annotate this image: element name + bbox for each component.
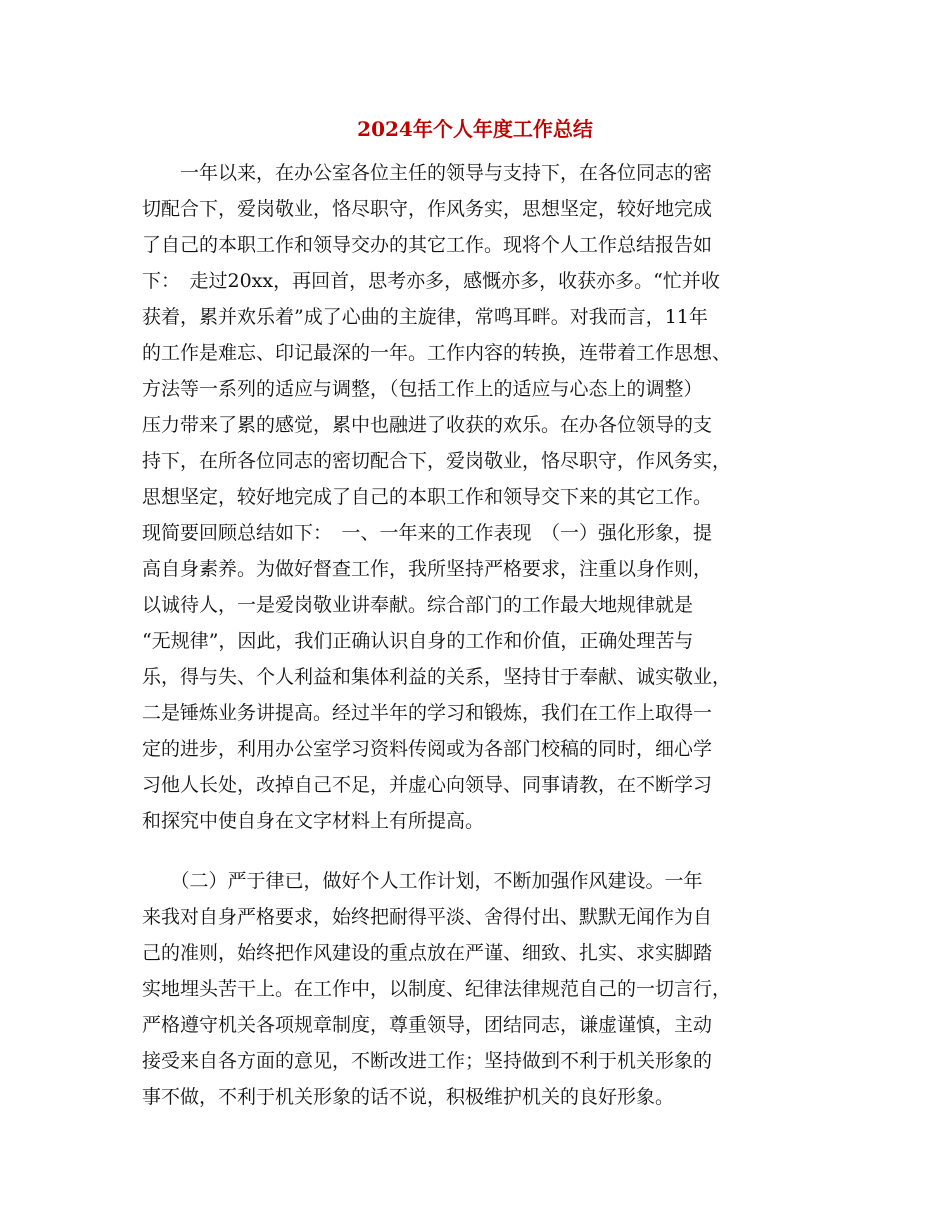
body-line: 持下，在所各位同志的密切配合下，爱岗敬业，恪尽职守，作风务实， xyxy=(142,450,732,472)
body-line: （二）严于律已，做好个人工作计划，不断加强作风建设。一年 xyxy=(142,870,703,892)
body-line: 乐，得与失、个人利益和集体利益的关系，坚持甘于奉献、诚实敬业， xyxy=(142,666,732,688)
body-line: 己的准则，始终把作风建设的重点放在严谨、细致、扎实、求实脚踏 xyxy=(142,942,713,964)
body-line: 现简要回顾总结如下： 一、一年来的工作表现 （一）强化形象，提 xyxy=(142,522,713,544)
body-line: 了自己的本职工作和领导交办的其它工作。现将个人工作总结报告如 xyxy=(142,234,713,256)
document-title: 2024年个人年度工作总结 xyxy=(357,117,593,141)
body-line: 思想坚定，较好地完成了自己的本职工作和领导交下来的其它工作。 xyxy=(142,486,713,508)
body-line: 压力带来了累的感觉，累中也融进了收获的欢乐。在办各位领导的支 xyxy=(142,414,713,436)
body-line: 一年以来，在办公室各位主任的领导与支持下，在各位同志的密 xyxy=(142,162,713,184)
body-line: 来我对自身严格要求，始终把耐得平淡、舍得付出、默默无闻作为自 xyxy=(142,906,713,928)
body-line: 习他人长处，改掉自己不足，并虚心向领导、同事请教，在不断学习 xyxy=(142,774,713,796)
body-line: 接受来自各方面的意见，不断改进工作；坚持做到不利于机关形象的 xyxy=(142,1050,713,1072)
body-line: 高自身素养。为做好督查工作，我所坚持严格要求，注重以身作则， xyxy=(142,558,713,580)
body-line: “无规律”，因此，我们正确认识自身的工作和价值，正确处理苦与 xyxy=(142,630,694,652)
body-line: 严格遵守机关各项规章制度，尊重领导，团结同志，谦虚谨慎，主动 xyxy=(142,1014,713,1036)
body-line: 事不做，不利于机关形象的话不说，积极维护机关的良好形象。 xyxy=(142,1086,675,1108)
body-line: 定的进步，利用办公室学习资料传阅或为各部门校稿的同时，细心学 xyxy=(142,738,713,760)
body-line: 获着，累并欢乐着”成了心曲的主旋律，常鸣耳畔。对我而言，11年 xyxy=(142,306,708,328)
body-line: 和探究中使自身在文字材料上有所提高。 xyxy=(142,810,485,832)
body-line: 下： 走过20xx，再回首，思考亦多，感慨亦多，收获亦多。“忙并收 xyxy=(142,270,720,292)
body-line: 的工作是难忘、印记最深的一年。工作内容的转换，连带着工作思想、 xyxy=(142,342,732,364)
body-line: 方法等一系列的适应与调整，（包括工作上的适应与心态上的调整） xyxy=(142,378,703,400)
body-line: 切配合下，爱岗敬业，恪尽职守，作风务实，思想坚定，较好地完成 xyxy=(142,198,713,220)
body-line: 以诚待人，一是爱岗敬业讲奉献。综合部门的工作最大地规律就是 xyxy=(142,594,694,616)
body-line: 二是锤炼业务讲提高。经过半年的学习和锻炼，我们在工作上取得一 xyxy=(142,702,713,724)
body-line: 实地埋头苦干上。在工作中，以制度、纪律法律规范自己的一切言行， xyxy=(142,978,732,1000)
